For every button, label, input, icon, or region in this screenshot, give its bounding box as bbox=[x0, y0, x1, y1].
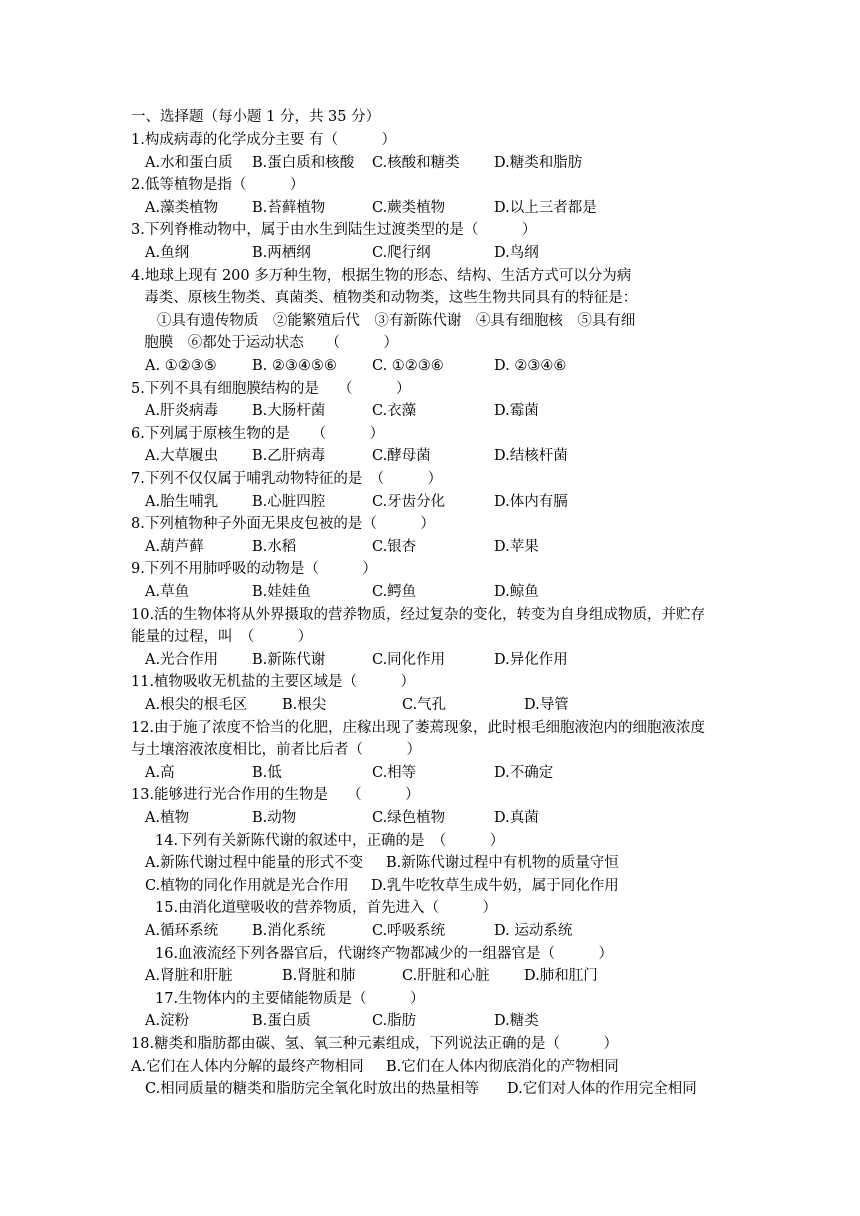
answer-option: B.新陈代谢 bbox=[252, 651, 326, 668]
question-text: 13.能够进行光合作用的生物是 （ ） bbox=[131, 787, 420, 804]
answer-option: A. ①②③⑤ bbox=[145, 358, 217, 374]
answer-option: C.核酸和糖类 bbox=[372, 154, 460, 171]
answer-option: D. 运动系统 bbox=[494, 923, 573, 939]
answer-option: D.异化作用 bbox=[494, 651, 568, 668]
answer-option: A.鱼纲 bbox=[145, 245, 190, 261]
answer-option: C.相等 bbox=[372, 764, 417, 781]
question-text: 10.活的生物体将从外界摄取的营养物质，经过复杂的变化，转变为自身组成物质，并贮存 bbox=[131, 606, 706, 623]
answer-option: D.以上三者都是 bbox=[494, 199, 597, 216]
answer-option: B. ②③④⑤⑥ bbox=[252, 358, 337, 374]
answer-option: B.水稻 bbox=[252, 538, 297, 555]
answer-option: B.两栖纲 bbox=[252, 245, 311, 261]
answer-option: A.植物 bbox=[145, 810, 190, 826]
answer-option: A.高 bbox=[145, 764, 175, 781]
question-text: ①具有遗传物质 ②能繁殖后代 ③有新陈代谢 ④具有细胞核 ⑤具有细 bbox=[143, 312, 636, 329]
answer-option: C.鳄鱼 bbox=[372, 584, 417, 600]
answer-option: C.牙齿分化 bbox=[372, 493, 446, 510]
answer-option: D.霉菌 bbox=[494, 403, 539, 420]
answer-option: A.水和蛋白质 bbox=[145, 154, 233, 171]
answer-option: A.藻类植物 bbox=[145, 199, 219, 216]
answer-option: D.肺和肛门 bbox=[524, 968, 598, 985]
question-text: 能量的过程，叫 （ ） bbox=[131, 629, 313, 646]
answer-option: B.它们在人体内彻底消化的产物相同 bbox=[386, 1058, 619, 1075]
answer-option: C.绿色植物 bbox=[372, 810, 446, 826]
section-title: 一、选择题（每小题 1 分，共 35 分） bbox=[131, 109, 381, 125]
answer-option: B.根尖 bbox=[282, 697, 327, 713]
answer-option: B.蛋白质 bbox=[252, 1013, 311, 1030]
answer-option: B.大肠杆菌 bbox=[252, 403, 326, 420]
answer-option: C.衣藻 bbox=[372, 403, 417, 420]
question-text: 5.下列不具有细胞膜结构的是 （ ） bbox=[131, 380, 411, 397]
answer-option: D.鲸鱼 bbox=[494, 584, 539, 600]
question-text: 毒类、原核生物类、真菌类、植物类和动物类，这些生物共同具有的特征是： bbox=[135, 290, 638, 307]
answer-option: C.酵母菌 bbox=[372, 448, 431, 465]
answer-option: B.蛋白质和核酸 bbox=[252, 154, 355, 171]
answer-option: B.低 bbox=[252, 764, 282, 781]
answer-option: B.动物 bbox=[252, 810, 297, 826]
answer-option: D.糖类和脂肪 bbox=[494, 154, 583, 171]
question-text: 18.糖类和脂肪都由碳、氢、氧三种元素组成，下列说法正确的是（ ） bbox=[131, 1036, 619, 1052]
answer-option: C.肝脏和心脏 bbox=[402, 968, 490, 985]
question-text: 与土壤溶液浓度相比，前者比后者（ ） bbox=[131, 742, 421, 759]
answer-option: A.葫芦藓 bbox=[145, 538, 204, 555]
question-text: 16.血液流经下列各器官后，代谢终产物都减少的一组器官是（ ） bbox=[155, 945, 614, 962]
answer-option: D.苹果 bbox=[494, 538, 539, 555]
answer-option: A.新陈代谢过程中能量的形式不变 bbox=[145, 855, 364, 872]
question-text: 6.下列属于原核生物的是 （ ） bbox=[131, 425, 385, 442]
question-text: 7.下列不仅仅属于哺乳动物特征的是 （ ） bbox=[131, 471, 443, 487]
answer-option: D. ②③④⑥ bbox=[494, 358, 567, 374]
answer-option: C.同化作用 bbox=[372, 651, 446, 668]
answer-option: A.胎生哺乳 bbox=[145, 493, 219, 510]
answer-option: D.体内有膈 bbox=[494, 493, 568, 510]
answer-option: A.淀粉 bbox=[145, 1013, 190, 1030]
answer-option: B.新陈代谢过程中有机物的质量守恒 bbox=[386, 855, 619, 872]
answer-option: C.爬行纲 bbox=[372, 245, 431, 261]
question-text: 胞膜 ⑥都处于运动状态 （ ） bbox=[135, 335, 398, 352]
answer-option: D.结核杆菌 bbox=[494, 448, 568, 465]
question-text: 11.植物吸收无机盐的主要区域是（ ） bbox=[131, 674, 416, 691]
answer-option: A.光合作用 bbox=[145, 651, 219, 668]
answer-option: D.鸟纲 bbox=[494, 245, 539, 261]
answer-option: A.肝炎病毒 bbox=[145, 403, 219, 420]
answer-option: A.肾脏和肝脏 bbox=[145, 968, 233, 985]
question-text: 14.下列有关新陈代谢的叙述中，正确的是 （ ） bbox=[155, 832, 505, 849]
answer-option: D.导管 bbox=[524, 697, 569, 713]
answer-option: B.娃娃鱼 bbox=[252, 584, 311, 600]
answer-option: A.大草履虫 bbox=[145, 448, 219, 465]
answer-option: B.乙肝病毒 bbox=[252, 448, 326, 465]
answer-option: B.消化系统 bbox=[252, 923, 326, 939]
answer-option: A.它们在人体内分解的最终产物相同 bbox=[131, 1058, 364, 1075]
answer-option: C.银杏 bbox=[372, 538, 417, 555]
question-text: 2.低等植物是指（ ） bbox=[131, 177, 305, 194]
answer-option: C.呼吸系统 bbox=[372, 923, 446, 939]
question-text: 8.下列植物种子外面无果皮包被的是（ ） bbox=[131, 516, 435, 533]
answer-option: C.相同质量的糖类和脂肪完全氧化时放出的热量相等 bbox=[145, 1081, 480, 1098]
answer-option: D.它们对人体的作用完全相同 bbox=[507, 1081, 697, 1098]
answer-option: D.真菌 bbox=[494, 810, 539, 826]
question-text: 3.下列脊椎动物中，属于由水生到陆生过渡类型的是（ ） bbox=[131, 222, 537, 239]
answer-option: D.乳牛吃牧草生成牛奶，属于同化作用 bbox=[371, 877, 619, 894]
answer-option: B.苔藓植物 bbox=[252, 199, 326, 216]
answer-option: C.植物的同化作用就是光合作用 bbox=[145, 877, 349, 894]
answer-option: C.脂肪 bbox=[372, 1013, 417, 1030]
answer-option: A.根尖的根毛区 bbox=[145, 697, 248, 713]
answer-option: A.循环系统 bbox=[145, 923, 219, 939]
answer-option: C.气孔 bbox=[402, 697, 447, 713]
answer-option: B.肾脏和肺 bbox=[282, 968, 356, 985]
question-text: 4.地球上现有 200 多万种生物，根据生物的形态、结构、生活方式可以分为病 bbox=[131, 267, 632, 284]
question-text: 15.由消化道壁吸收的营养物质，首先进入（ ） bbox=[155, 900, 498, 917]
question-text: 9.下列不用肺呼吸的动物是（ ） bbox=[131, 561, 377, 578]
answer-option: A.草鱼 bbox=[145, 584, 190, 600]
question-text: 12.由于施了浓度不恰当的化肥，庄稼出现了萎蔫现象，此时根毛细胞液泡内的细胞液浓度 bbox=[131, 719, 706, 736]
answer-option: C. ①②③⑥ bbox=[372, 358, 444, 374]
answer-option: D.不确定 bbox=[494, 764, 554, 781]
answer-option: D.糖类 bbox=[494, 1013, 539, 1030]
question-text: 17.生物体内的主要储能物质是（ ） bbox=[155, 990, 425, 1007]
answer-option: C.蕨类植物 bbox=[372, 199, 446, 216]
answer-option: B.心脏四腔 bbox=[252, 493, 326, 510]
question-text: 1.构成病毒的化学成分主要 有（ ） bbox=[131, 132, 396, 148]
